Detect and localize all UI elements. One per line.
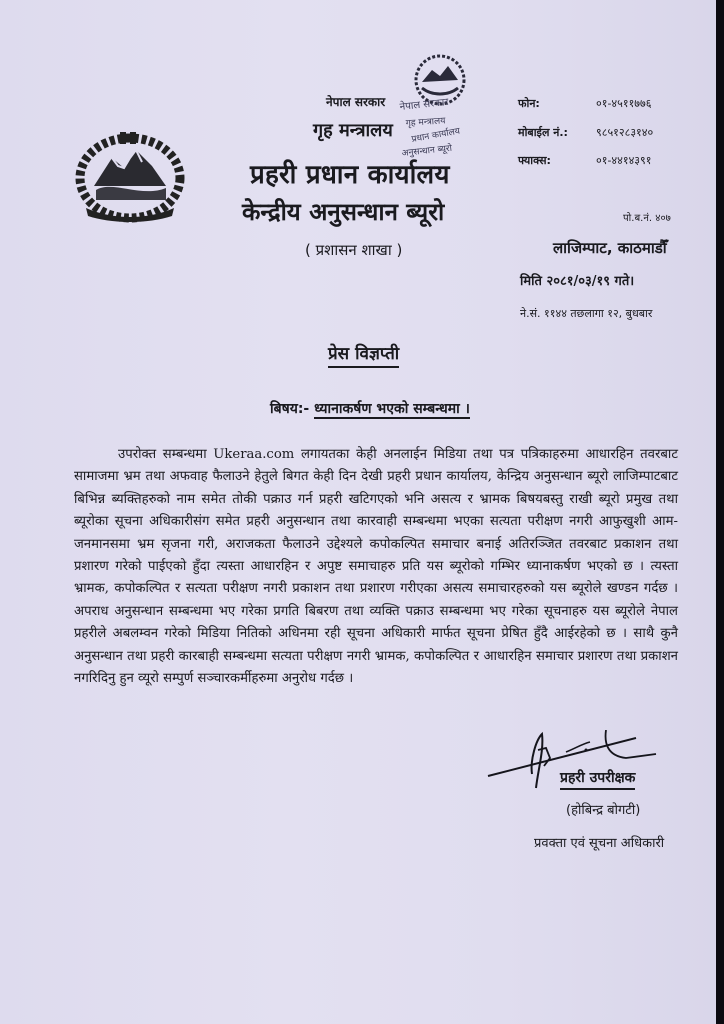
government-name: नेपाल सरकार <box>326 95 386 109</box>
svg-text:गृह मन्त्रालय: गृह मन्त्रालय <box>405 116 446 129</box>
body-text <box>74 444 678 690</box>
fax-value: ०१-४४१४३९१ <box>596 154 652 167</box>
office-stamp-icon <box>392 52 492 162</box>
office-name: प्रहरी प्रधान कार्यालय <box>250 160 450 190</box>
issue-date: मिति २०८१/०३/१९ गते। <box>520 274 635 289</box>
signatory-name: (होबिन्द्र बोगटी) <box>566 803 641 818</box>
phone-label: फोन: <box>518 97 540 110</box>
fax-label: फ्याक्स: <box>518 154 551 167</box>
svg-text:प्रधान कार्यालय: प्रधान कार्यालय <box>410 126 461 145</box>
nepal-sambat-date: ने.सं. ११४४ तछलागा १२, बुधबार <box>520 307 653 320</box>
nepal-emblem-icon <box>72 128 188 224</box>
bureau-name: केन्द्रीय अनुसन्धान ब्यूरो <box>242 198 445 226</box>
signatory-title: प्रहरी उपरीक्षक <box>560 768 635 790</box>
address: लाजिम्पाट, काठमाडौँ <box>553 239 667 257</box>
po-box: पो.ब.नं. ४०७ <box>623 213 671 224</box>
svg-text:नेपाल सरकार: नेपाल सरकार <box>399 96 450 113</box>
subject-line <box>270 399 470 418</box>
svg-text:अनुसन्धान ब्यूरो: अनुसन्धान ब्यूरो <box>401 143 453 159</box>
subject-label: बिषय:- <box>270 401 310 417</box>
subject-text: ध्यानाकर्षण भएको सम्बन्धमा । <box>314 401 470 417</box>
document-title: प्रेस विज्ञप्ती <box>328 341 399 368</box>
ministry-name: गृह मन्त्रालय <box>313 120 393 141</box>
mobile-label: मोबाईल नं.: <box>518 126 568 139</box>
scan-edge <box>716 0 724 1024</box>
mobile-value: ९८५१२८३१४० <box>596 126 654 139</box>
phone-value: ०१-४५११७७६ <box>596 97 652 110</box>
body-paragraph: उपरोक्त सम्बन्धमा Ukeraa.com लगायतका केही अनलाईन मिडिया तथा पत्र पत्रिकाहरुमा आधारहिन तवरबाट सामाजमा भ्रम तथा अफवाह फैलाउने हेतुले बिगत केही दिन देखी प्रहरी प्रधान कार्यालय, केन्द्रिय अनुसन्धान ब्यूरो लाजिम्पाटबाट बिभिन्न ब्यक्तिहरुको नाम समेत तोकी पक्राउ गर्न प्रहरी खटिगएको भनि असत्य र भ्रामक बिषयबस्तु राखी ब्यूरो प्रमुख तथा ब्यूरोका सूचना अधिकारीसंग समेत प्रहरी अनुसन्धान तथा कारवाही सम्बन्धमा भएका सत्यता परीक्षण नगरी आफुखुशी आम-जनमानसमा भ्रम सृजना गरी, अराजकता फैलाउने उद्देश्यले कपोकल्पित समाचार बनाई अतिरञ्जित तवरबाट प्रकाशन तथा प्रशारण गरेको पाईएको हुँदा त्यस्ता आधारहिन र अपुष्ट समाचाहरु प्रति यस ब्यूरोको गम्भिर ध्यानाकर्षण भएको छ । त्यस्ता भ्रामक, कपोकल्पित र सत्यता परीक्षण नगरी प्रकाशन तथा प्रशारण गरीएका असत्य समाचारहरुको यस ब्यूरोले खण्डन गर्दछ । अपराध अनुसन्धान सम्बन्धमा भए गरेका प्रगति बिबरण तथा व्यक्ति पक्राउ सम्बन्धमा भए गरेका सूचनाहरु यस ब्यूरोले नेपाल प्रहरीले अबलम्वन गरेको मिडिया नितिको अधिनमा रही सूचना अधिकारी मार्फत सूचना प्रेषित हुँदै आईरहेको छ । साथै कुनै अनुसन्धान तथा प्रहरी कारबाही सम्बन्धमा सत्यता परीक्षण नगरी भ्रामक, कपोकल्पित र आधारहिन समाचार प्रशारण तथा प्रकाशन नगरिदिनु हुन व्यूरो सम्पुर्ण सञ्चारकर्मीहरुमा अनुरोध गर्दछ । <box>74 447 678 687</box>
branch-name: ( प्रशासन शाखा ) <box>305 241 403 259</box>
signatory-role: प्रवक्ता एवं सूचना अधिकारी <box>534 836 665 851</box>
